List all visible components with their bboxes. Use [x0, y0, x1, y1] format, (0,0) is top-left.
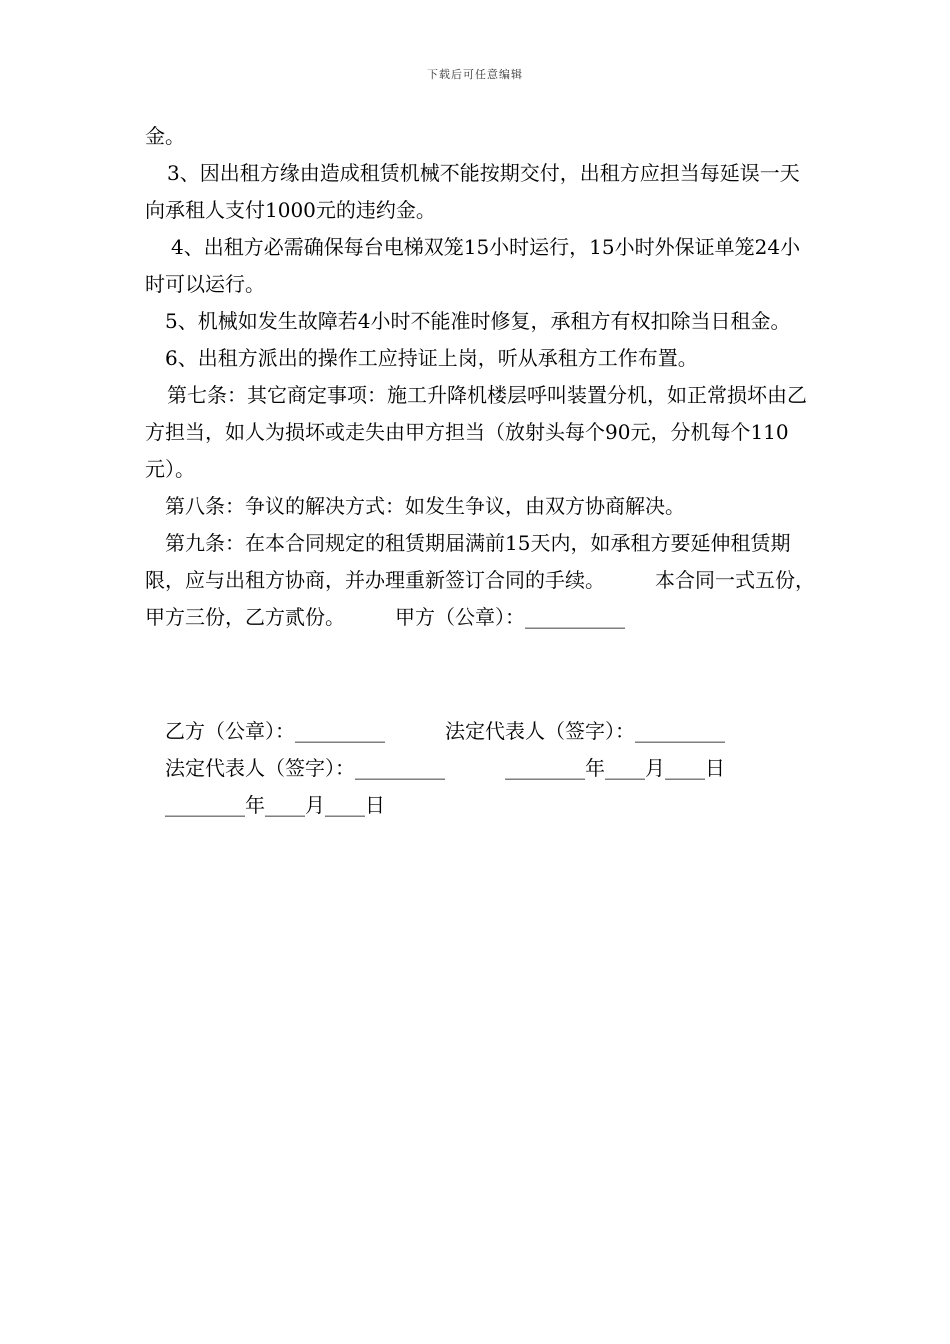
- paragraph-article-9: 第九条：在本合同规定的租赁期届满前15天内，如承租方要延伸租赁期限，应与出租方协商，并办理重新签订合同的手续。 本合同一式五份，甲方三份，乙方贰份。 甲方（公章）：__________: [145, 531, 815, 629]
- paragraph-clause-6: 6、出租方派出的操作工应持证上岗，听从承租方工作布置。: [165, 346, 698, 370]
- signature-line-3: ________年____月____日: [165, 793, 385, 817]
- page-header: 下载后可任意编辑: [427, 68, 523, 81]
- paragraph-article-7: 第七条：其它商定事项：施工升降机楼层呼叫装置分机，如正常损坏由乙方担当，如人为损坏或走失由甲方担当（放射头每个90元，分机每个110元）。: [145, 383, 807, 481]
- paragraph-clause-5: 5、机械如发生故障若4小时不能准时修复，承租方有权扣除当日租金。: [165, 309, 791, 333]
- paragraph-article-8: 第八条：争议的解决方式：如发生争议，由双方协商解决。: [165, 494, 685, 518]
- signature-line-2: 法定代表人（签字）：_________ ________年____月____日: [165, 756, 725, 780]
- contract-body: [145, 118, 815, 636]
- paragraph-clause-3: 3、因出租方缘由造成租赁机械不能按期交付，出租方应担当每延误一天向承租人支付1000元的违约金。: [145, 161, 800, 222]
- paragraph-continuation: 金。: [145, 124, 185, 148]
- paragraph-clause-4: 4、出租方必需确保每台电梯双笼15小时运行，15小时外保证单笼24小时可以运行。: [145, 235, 801, 296]
- signature-line-1: 乙方（公章）：_________ 法定代表人（签字）：_________: [165, 719, 725, 743]
